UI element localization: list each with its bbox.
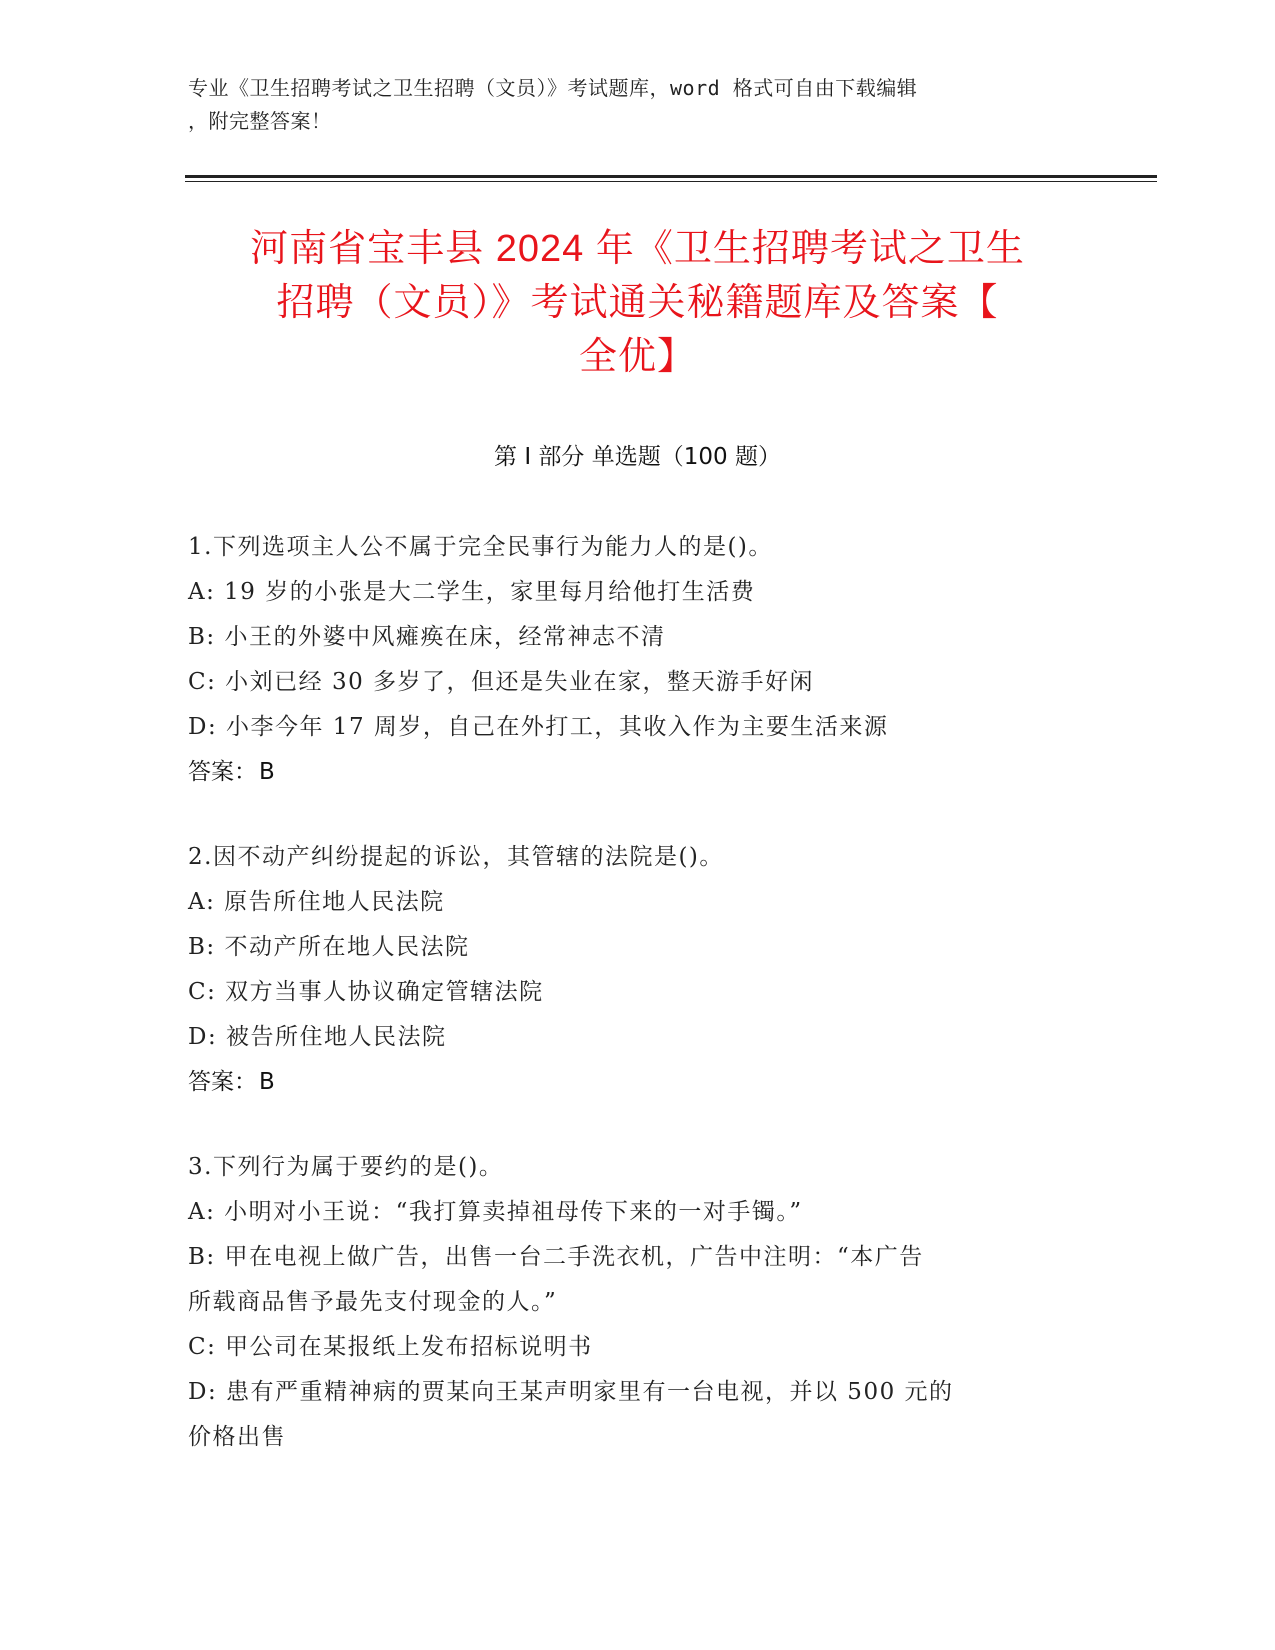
option-c: C: 小刘已经 30 多岁了，但还是失业在家，整天游手好闲: [188, 669, 815, 695]
option-b: B: 不动产所在地人民法院: [188, 934, 470, 960]
section-title: 第 I 部分 单选题（100 题）: [494, 444, 781, 470]
option-b-continued: 所载商品售予最先支付现金的人。”: [188, 1289, 558, 1315]
question-stem: 2.因不动产纠纷提起的诉讼，其管辖的法院是()。: [188, 844, 724, 870]
header-note-line-2: ，附完整答案！: [188, 109, 332, 133]
option-c: C: 双方当事人协议确定管辖法院: [188, 979, 544, 1005]
option-b: B: 甲在电视上做广告，出售一台二手洗衣机，广告中注明：“本广告: [188, 1244, 924, 1270]
answer-label: 答案：: [188, 1069, 257, 1095]
question-3: [188, 1145, 1088, 1460]
option-d: D: 患有严重精神病的贾某向王某声明家里有一台电视，并以 500 元的: [188, 1379, 954, 1405]
option-a: A: 原告所住地人民法院: [188, 889, 445, 915]
question-2: [188, 835, 1088, 1105]
option-d: D: 被告所住地人民法院: [188, 1024, 447, 1050]
header-divider-thin: [185, 181, 1157, 182]
answer-label: 答案：: [188, 759, 257, 785]
title-line-3: 全优】: [578, 336, 696, 378]
option-a: A: 小明对小王说：“我打算卖掉祖母传下来的一对手镯。”: [188, 1199, 803, 1225]
answer-line: [188, 750, 1088, 795]
option-c: C: 甲公司在某报纸上发布招标说明书: [188, 1334, 593, 1360]
answer-value: B: [259, 1069, 275, 1095]
answer-value: B: [259, 759, 275, 785]
option-a: A: 19 岁的小张是大二学生，家里每月给他打生活费: [188, 579, 756, 605]
answer-line: [188, 1060, 1088, 1105]
title-line-1: 河南省宝丰县 2024 年《卫生招聘考试之卫生: [250, 228, 1025, 270]
document-title: [150, 222, 1125, 384]
title-line-2: 招聘（文员）》考试通关秘籍题库及答案【: [276, 282, 999, 324]
option-d-continued: 价格出售: [188, 1424, 286, 1450]
question-stem: 3.下列行为属于要约的是()。: [188, 1154, 504, 1180]
header-note: [188, 72, 1068, 138]
question-list: [188, 525, 1088, 1500]
option-b: B: 小王的外婆中风瘫痪在床，经常神志不清: [188, 624, 666, 650]
option-d: D: 小李今年 17 周岁，自己在外打工，其收入作为主要生活来源: [188, 714, 889, 740]
question-stem: 1.下列选项主人公不属于完全民事行为能力人的是()。: [188, 534, 773, 560]
question-1: [188, 525, 1088, 795]
header-divider-thick: [185, 175, 1157, 178]
header-note-line-1: 专业《卫生招聘考试之卫生招聘（文员）》考试题库，word 格式可自由下载编辑: [188, 76, 918, 100]
